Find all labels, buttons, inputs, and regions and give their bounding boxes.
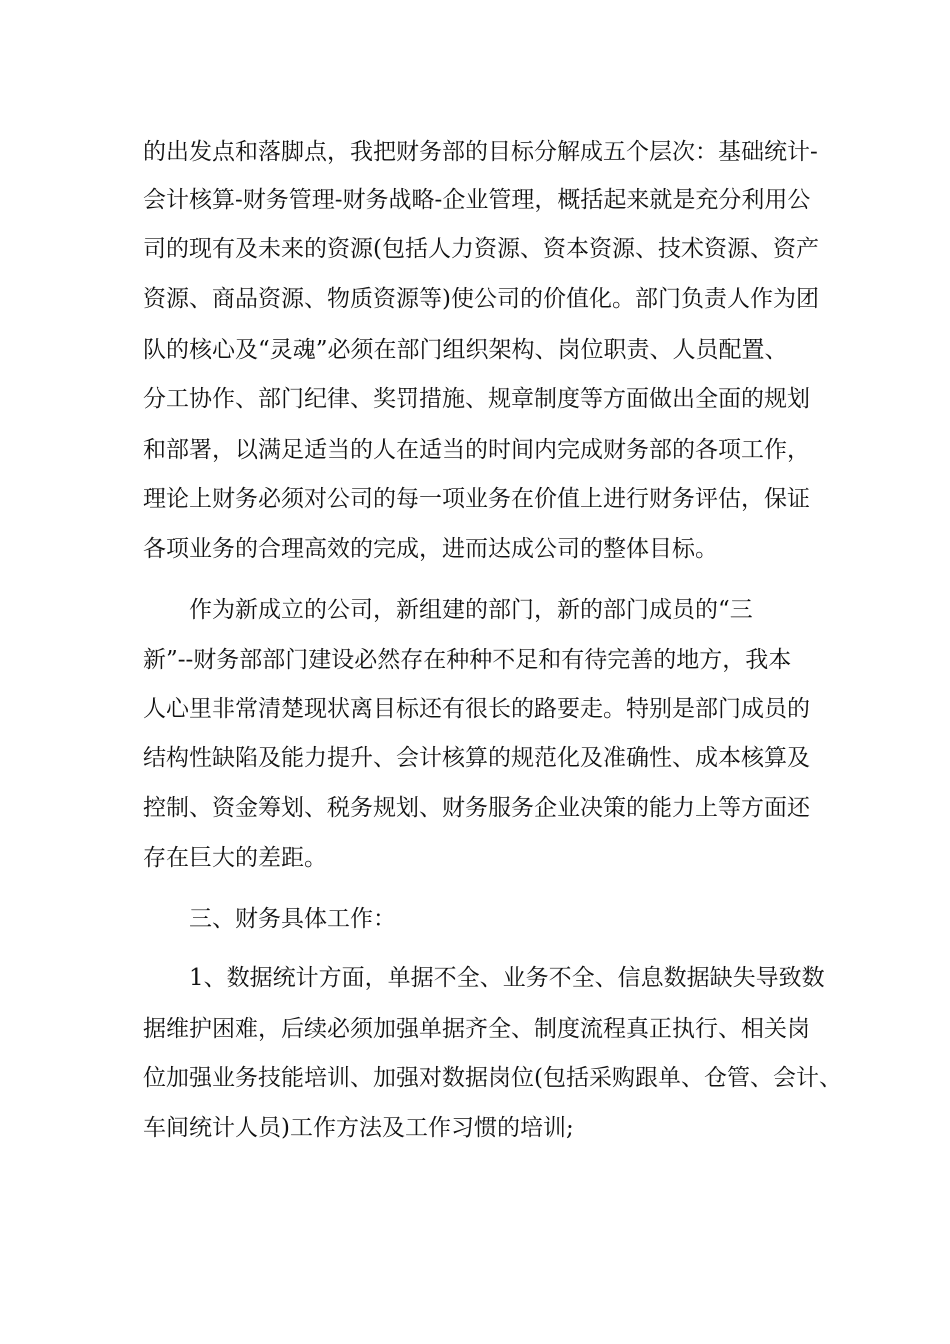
- paragraph-line: 作为新成立的公司，新组建的部门，新的部门成员的“三: [189, 597, 753, 623]
- paragraph-line: 控制、资金筹划、税务规划、财务服务企业决策的能力上等方面还: [143, 795, 810, 821]
- paragraph-line: 和部署，以满足适当的人在适当的时间内完成财务部的各项工作，: [143, 437, 810, 463]
- paragraph-line: 结构性缺陷及能力提升、会计核算的规范化及准确性、成本核算及: [143, 745, 810, 771]
- paragraph-line: 据维护困难，后续必须加强单据齐全、制度流程真正执行、相关岗: [143, 1016, 810, 1042]
- paragraph-line: 人心里非常清楚现状离目标还有很长的路要走。特别是部门成员的: [143, 696, 810, 722]
- paragraph-line: 司的现有及未来的资源(包括人力资源、资本资源、技术资源、资产: [143, 236, 819, 262]
- paragraph-line: 各项业务的合理高效的完成，进而达成公司的整体目标。: [143, 536, 718, 562]
- paragraph-line: 队的核心及“灵魂”必须在部门组织架构、岗位职责、人员配置、: [143, 337, 788, 363]
- paragraph-line: 存在巨大的差距。: [143, 845, 327, 871]
- paragraph-line: 新”--财务部部门建设必然存在种种不足和有待完善的地方，我本: [143, 647, 792, 673]
- paragraph-line: 会计核算-财务管理-财务战略-企业管理，概括起来就是充分利用公: [143, 187, 811, 213]
- paragraph-line: 资源、商品资源、物质资源等)使公司的价值化。部门负责人作为团: [143, 286, 819, 312]
- paragraph-line: 位加强业务技能培训、加强对数据岗位(包括采购跟单、仓管、会计、: [143, 1065, 842, 1091]
- paragraph-line: 分工协作、部门纪律、奖罚措施、规章制度等方面做出全面的规划: [143, 386, 810, 412]
- paragraph-line: 理论上财务必须对公司的每一项业务在价值上进行财务评估，保证: [143, 486, 810, 512]
- section-heading: 三、财务具体工作：: [189, 906, 396, 932]
- paragraph-line: 车间统计人员)工作方法及工作习惯的培训;: [143, 1115, 574, 1141]
- paragraph-line: 1、数据统计方面，单据不全、业务不全、信息数据缺失导致数: [189, 965, 825, 991]
- paragraph-line: 的出发点和落脚点，我把财务部的目标分解成五个层次：基础统计-: [143, 139, 818, 165]
